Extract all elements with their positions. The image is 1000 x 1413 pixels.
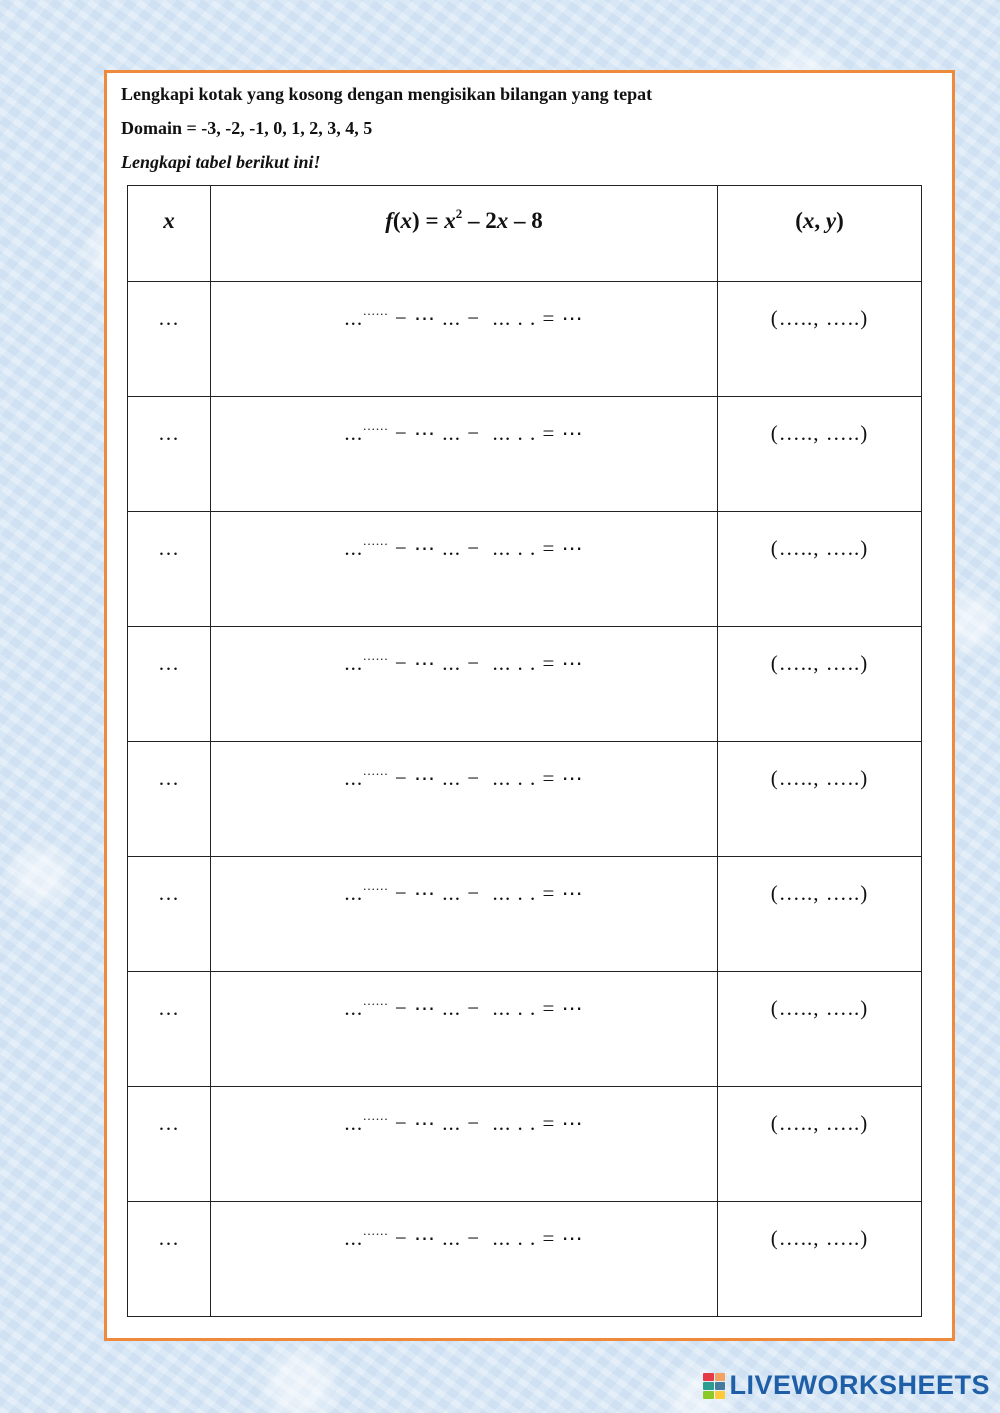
calc-exponent-input[interactable]: ...... [363,303,389,318]
calc-rest-input[interactable]: − ⋯ ... − ... . . = ⋯ [388,421,584,445]
header-fx-paren: ( [392,208,401,233]
table-row [128,1202,922,1317]
header-function [211,186,718,282]
pair-input-cell[interactable]: (….., …..) [718,512,922,627]
calc-square-input[interactable]: ... [344,536,364,560]
liveworksheets-branding[interactable] [703,1370,990,1401]
pair-input-cell[interactable]: (….., …..) [718,282,922,397]
calc-rest-input[interactable]: − ⋯ ... − ... . . = ⋯ [388,766,584,790]
calculation-cell[interactable] [211,857,718,972]
pair-input-cell[interactable]: (….., …..) [718,972,922,1087]
instruction-domain: Domain = -3, -2, -1, 0, 1, 2, 3, 4, 5 [121,118,373,138]
x-input-cell[interactable]: … [128,397,211,512]
instruction-fill-boxes: Lengkapi kotak yang kosong dengan mengisikan bilangan yang tepat [121,84,653,104]
calculation-cell[interactable] [211,972,718,1087]
header-fx-eq: ) = [412,208,445,233]
x-input-cell[interactable]: … [128,1087,211,1202]
calc-square-input[interactable]: ... [344,881,364,905]
pair-input-cell[interactable]: (….., …..) [718,397,922,512]
pair-input-cell[interactable]: (….., …..) [718,627,922,742]
calc-exponent-input[interactable]: ...... [363,1108,389,1123]
header-fx-x-linear: x [496,208,509,233]
liveworksheets-wordmark: LIVEWORKSHEETS [729,1370,990,1400]
calculation-cell[interactable] [211,742,718,857]
header-fx-minus-8: – 8 [508,208,543,233]
calc-exponent-input[interactable]: ...... [363,648,389,663]
header-pair-close: ) [836,208,844,233]
table-row [128,397,922,512]
header-pair-x: x [802,208,815,233]
pair-input-cell[interactable]: (….., …..) [718,1202,922,1317]
x-input-cell[interactable]: … [128,972,211,1087]
x-input-cell[interactable]: … [128,742,211,857]
liveworksheets-logo-icon [703,1373,725,1399]
calc-exponent-input[interactable]: ...... [363,418,389,433]
function-table [127,185,922,1317]
calc-rest-input[interactable]: − ⋯ ... − ... . . = ⋯ [388,306,584,330]
header-fx-exponent: 2 [455,206,463,221]
table-row [128,972,922,1087]
calc-exponent-input[interactable]: ...... [363,993,389,1008]
calc-exponent-input[interactable]: ...... [363,763,389,778]
header-fx-x-squared: x [444,208,456,233]
x-input-cell[interactable]: … [128,1202,211,1317]
calculation-cell[interactable] [211,397,718,512]
header-fx-minus-2: – 2 [462,208,497,233]
header-fx-name: f [385,208,393,233]
pair-input-cell[interactable]: (….., …..) [718,742,922,857]
header-pair-open: ( [795,208,803,233]
x-input-cell[interactable]: … [128,282,211,397]
calculation-cell[interactable] [211,512,718,627]
calculation-cell[interactable] [211,627,718,742]
table-row [128,512,922,627]
x-input-cell[interactable]: … [128,627,211,742]
table-row [128,1087,922,1202]
calc-rest-input[interactable]: − ⋯ ... − ... . . = ⋯ [388,536,584,560]
pair-input-cell[interactable]: (….., …..) [718,857,922,972]
table-row [128,742,922,857]
table-row [128,857,922,972]
calc-square-input[interactable]: ... [344,1111,364,1135]
calc-square-input[interactable]: ... [344,1226,364,1250]
header-pair-y: y [825,208,837,233]
calc-exponent-input[interactable]: ...... [363,533,389,548]
header-x [128,186,211,282]
header-pair [718,186,922,282]
x-input-cell[interactable]: … [128,512,211,627]
calc-rest-input[interactable]: − ⋯ ... − ... . . = ⋯ [388,1226,584,1250]
header-x-label: x [163,208,175,233]
calc-exponent-input[interactable]: ...... [363,878,389,893]
calculation-cell[interactable] [211,282,718,397]
calc-square-input[interactable]: ... [344,421,364,445]
table-header-row [128,186,922,282]
header-fx-var: x [400,208,413,233]
calc-rest-input[interactable]: − ⋯ ... − ... . . = ⋯ [388,651,584,675]
calc-rest-input[interactable]: − ⋯ ... − ... . . = ⋯ [388,996,584,1020]
table-row [128,627,922,742]
calc-square-input[interactable]: ... [344,996,364,1020]
calc-exponent-input[interactable]: ...... [363,1223,389,1238]
calculation-cell[interactable] [211,1202,718,1317]
header-pair-comma: , [814,208,826,233]
calc-square-input[interactable]: ... [344,306,364,330]
calc-square-input[interactable]: ... [344,766,364,790]
pair-input-cell[interactable]: (….., …..) [718,1087,922,1202]
worksheet-sheet [104,70,955,1341]
calc-rest-input[interactable]: − ⋯ ... − ... . . = ⋯ [388,881,584,905]
calc-rest-input[interactable]: − ⋯ ... − ... . . = ⋯ [388,1111,584,1135]
calculation-cell[interactable] [211,1087,718,1202]
table-row [128,282,922,397]
calc-square-input[interactable]: ... [344,651,364,675]
x-input-cell[interactable]: … [128,857,211,972]
instruction-complete-table: Lengkapi tabel berikut ini! [121,152,321,172]
